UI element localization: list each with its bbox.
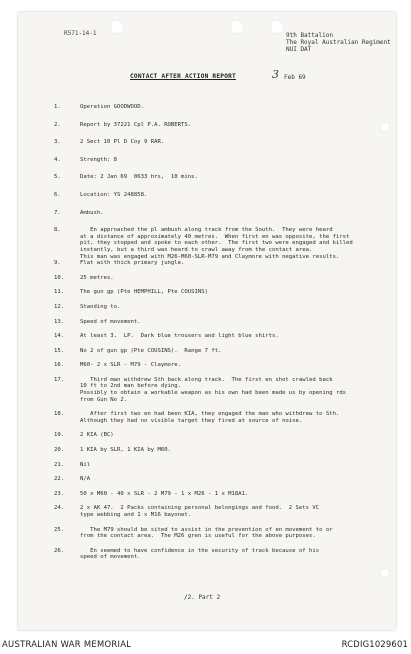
item-number: 11.: [54, 289, 65, 296]
report-item: [54, 348, 374, 355]
report-item: [54, 432, 374, 439]
item-number: 13.: [54, 318, 65, 325]
item-text: 25 metres.: [80, 274, 114, 281]
item-number: 16.: [54, 362, 65, 369]
item-text: Strength: 8: [80, 156, 118, 163]
report-item: [54, 260, 374, 267]
item-text: Standing to.: [80, 303, 121, 310]
item-number: 12.: [54, 303, 65, 310]
item-number: 18.: [54, 411, 65, 418]
report-date: Feb 69: [284, 74, 306, 81]
report-title: CONTACT AFTER ACTION REPORT: [130, 73, 236, 80]
item-text: Flat with thick primary jungle.: [80, 260, 185, 267]
report-item: [54, 491, 374, 498]
report-item: [54, 447, 374, 454]
item-number: 7.: [54, 209, 61, 216]
report-item: [54, 505, 374, 518]
item-text: M60- 2 x SLR - M79 - Claymore.: [80, 362, 182, 369]
item-number: 26.: [54, 547, 65, 554]
report-item: [54, 333, 374, 340]
item-number: 15.: [54, 347, 65, 354]
item-number: 19.: [54, 432, 65, 439]
punch-hole: [110, 20, 124, 34]
archive-id: RCDIG1029601: [341, 639, 408, 649]
item-number: 6.: [54, 191, 61, 198]
item-text: 50 x M60 - 40 x SLR - 2 M79 - 1 x M26 - 1 x M18A1.: [80, 490, 249, 497]
document-reference: R571-14-1: [64, 30, 97, 37]
punch-hole: [270, 20, 284, 34]
report-item: [54, 462, 374, 469]
item-text: 1 KIA by SLR, 1 KIA by M60.: [80, 447, 171, 454]
unit-line: 9th Battalion: [286, 32, 333, 39]
handwritten-number: 3: [272, 68, 279, 81]
item-number: 3.: [54, 139, 61, 146]
report-item: [54, 122, 374, 129]
punch-hole: [380, 122, 390, 132]
document-page: [18, 12, 396, 630]
archive-name: AUSTRALIAN WAR MEMORIAL: [2, 639, 132, 649]
item-text: 2 KIA (BC): [80, 432, 114, 439]
item-number: 21.: [54, 461, 65, 468]
item-text: En approached the pl ambush along track from the South. They were heard at a distance of approximately 40 metres. When first en was opposite, the first pit, they stopped and spoke to each other. The first two were engaged and killed instantly, but a third was heard to crawl away from the contact area. This man was engaged with M26-M60-SLR-M79 and Claymore with negative results.: [80, 227, 353, 260]
report-item: [54, 210, 374, 217]
report-items: [54, 104, 374, 569]
item-text: Operation GOODWOOD.: [80, 104, 144, 110]
item-text: Date: 2 Jan 69 0633 hrs, 10 mins.: [80, 174, 198, 181]
unit-line: The Royal Australian Regiment: [286, 39, 391, 46]
report-item: [54, 362, 374, 369]
item-number: 17.: [54, 376, 65, 383]
item-text: Location: YS 248858.: [80, 191, 148, 198]
item-number: 4.: [54, 156, 61, 163]
item-text: Report by 37221 Cpl P.A. ROBERTS.: [80, 121, 192, 128]
report-item: [54, 304, 374, 311]
report-item: [54, 377, 374, 403]
item-text: The M79 should be sited to assist in the prevention of en movement to or from the contact area. The M26 gren is useful for the above purposes.: [80, 526, 333, 540]
report-item: [54, 275, 374, 282]
item-text: 2 x AK 47. 2 Packs containing personal belongings and food. 2 Sets VC type webbing and 1 x M16 bayonet.: [80, 505, 320, 518]
item-number: 1.: [54, 104, 61, 110]
item-number: 14.: [54, 333, 65, 340]
item-number: 22.: [54, 476, 65, 483]
item-text: Speed of movement.: [80, 318, 141, 325]
report-item: [54, 139, 374, 146]
punch-hole: [230, 20, 244, 34]
punch-hole: [380, 568, 390, 578]
part-note: /2. Part 2: [184, 594, 221, 601]
report-item: [54, 104, 374, 111]
report-item: [54, 411, 374, 424]
item-text: 2 Sect 10 Pl D Coy 9 RAR.: [80, 139, 165, 146]
item-number: 2.: [54, 121, 61, 128]
item-number: 5.: [54, 174, 61, 181]
item-text: At least 3. LP. Dark blue trousers and light blue shirts.: [80, 333, 279, 340]
item-text: N/A: [80, 476, 91, 483]
report-item: [54, 174, 374, 181]
report-item: [54, 548, 374, 561]
item-text: After first two en had been KIA, they engaged the man who withdrew to Sth. Although they had no visible target they fired at source of noise.: [80, 411, 340, 424]
report-item: [54, 289, 374, 296]
report-item: [54, 192, 374, 199]
item-number: 9.: [54, 260, 61, 267]
item-number: 8.: [54, 227, 61, 234]
unit-line: NUI DAT: [286, 46, 312, 53]
item-text: No 2 of gun gp (Pte COUSINS). Range 7 ft.: [80, 347, 222, 354]
item-number: 23.: [54, 490, 65, 497]
report-item: [54, 157, 374, 164]
unit-block: [286, 32, 391, 53]
item-number: 25.: [54, 526, 65, 533]
item-text: The gun gp (Pte HEMPHILL, Pte COUSINS): [80, 289, 208, 296]
item-text: Nil: [80, 461, 91, 468]
report-item: [54, 319, 374, 326]
item-number: 24.: [54, 505, 65, 512]
item-number: 20.: [54, 447, 65, 454]
report-item: [54, 527, 374, 540]
item-text: Third man withdrew Sth back along track. The first en shot crawled back 10 ft to 2nd man before dying. Possibly to obtain a workable weapon as his own had been made us by opening rds from Gun No 2.: [80, 376, 347, 403]
report-item: [54, 476, 374, 483]
report-item: [54, 227, 374, 260]
item-text: En seemed to have confidence in the security of track because of his speed of movement.: [80, 547, 320, 561]
item-number: 10.: [54, 274, 65, 281]
item-text: Ambush.: [80, 209, 104, 216]
archive-footer: [0, 636, 411, 654]
